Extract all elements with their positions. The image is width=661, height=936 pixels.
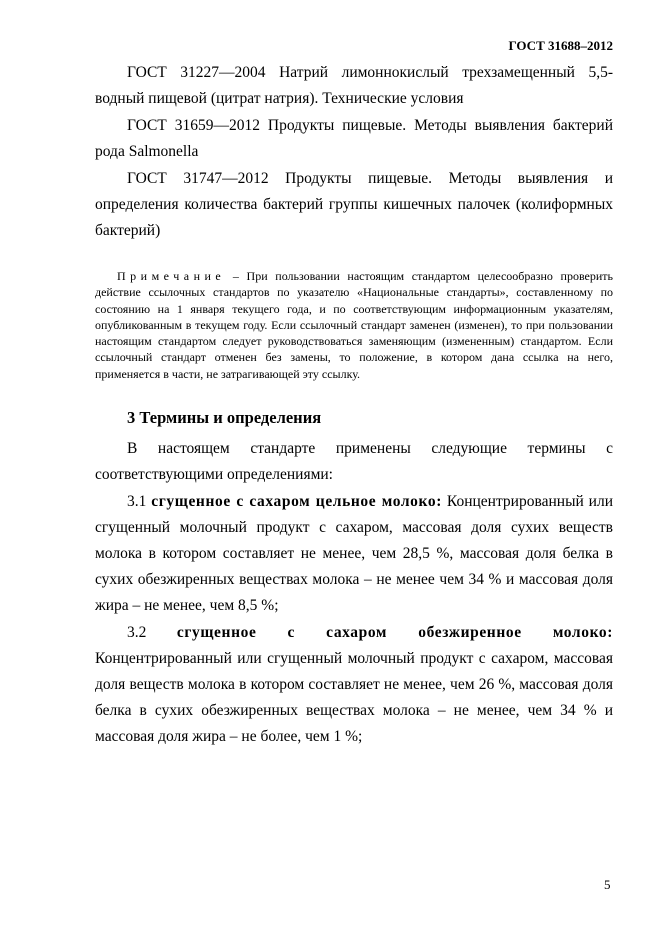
note-text: – При пользовании настоящим стандартом целесообразно проверить действие ссылочных стандартов по указателю «Национальные стандарты», составленному по состоянию на 1 января текущего года, и по соответствующим информационным указателям, опубликованным в текущем году. Если ссылочный стандарт заменен (изменен), то при пользовании настоящим стандартом следует руководствоваться заменяющим (измененным) стандартом. Если ссылочный стандарт отменен без замены, то положение, в котором дана ссылка на него, применяется в части, не затрагивающей эту ссылку. <box>95 269 614 381</box>
section-title: 3 Термины и определения <box>127 408 322 428</box>
document-code-header: ГОСТ 31688–2012 <box>508 38 613 53</box>
references-note <box>95 268 613 382</box>
term-definition-text: Концентрированный или сгущенный молочный продукт с сахаром, массовая доля сухих веществ молока в котором составляет не менее, чем 28,5 %, массовая доля белка в сухих обезжиренных веществах молока – не менее чем 34 % и массовая доля жира – не менее, чем 8,5 %; <box>95 493 614 615</box>
term-definition-text: Концентрированный или сгущенный молочный продукт с сахаром, массовая доля веществ молока в котором составляет не менее, чем 26 %, массовая доля белка в сухих обезжиренных веществах молока – не менее, чем 34 % и массовая доля жира – не более, чем 1 %; <box>95 650 613 746</box>
term-definition-3-1 <box>95 489 613 619</box>
note-label: Примечание <box>117 269 226 283</box>
page-number: 5 <box>604 877 611 892</box>
reference-gost-31747: ГОСТ 31747—2012 Продукты пищевые. Методы выявления и определения количества бактерий группы кишечных палочек (колиформных бактерий) <box>95 170 613 239</box>
term-definition-3-2 <box>95 620 613 750</box>
page-content <box>95 60 613 750</box>
reference-gost-31659: ГОСТ 31659—2012 Продукты пищевые. Методы выявления бактерий рода Salmonella <box>95 117 613 160</box>
section-intro: В настоящем стандарте применены следующие термины с соответствующими определениями: <box>95 440 613 484</box>
term-number: 3.2 <box>127 624 147 642</box>
term-number: 3.1 <box>127 493 147 511</box>
term-name: сгущенное с сахаром обезжиренное молоко: <box>176 624 614 642</box>
reference-gost-31227: ГОСТ 31227—2004 Натрий лимоннокислый трехзамещенный 5,5-водный пищевой (цитрат натрия). Технические условия <box>95 64 613 107</box>
term-name: сгущенное с сахаром цельное молоко: <box>151 493 442 511</box>
